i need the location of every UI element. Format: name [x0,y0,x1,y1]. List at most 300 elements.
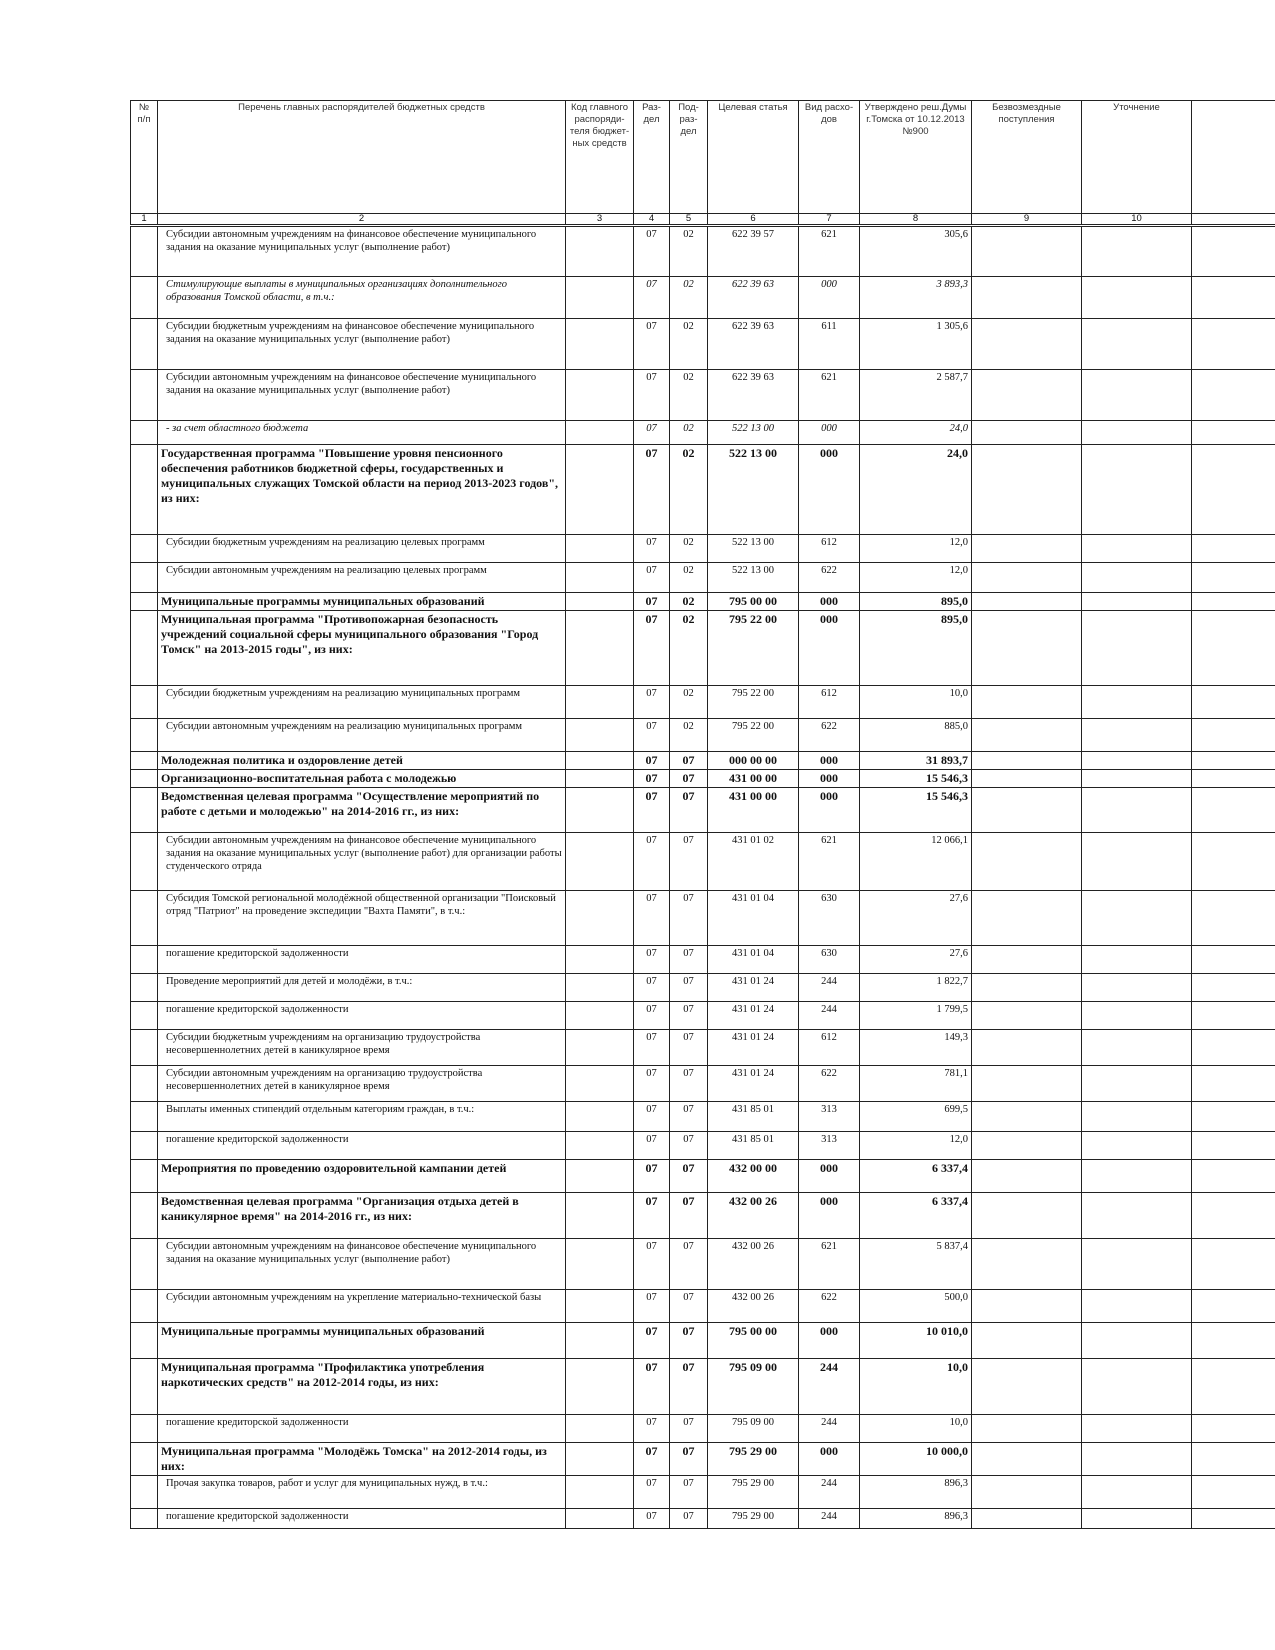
cell-grants [972,1476,1082,1509]
cell-code [566,226,634,277]
column-number: 10 [1082,214,1192,226]
cell-vid: 622 [799,1290,860,1323]
cell-code [566,1066,634,1102]
cell-correction [1082,445,1192,535]
cell-extra [1192,1066,1275,1102]
cell-grants [972,770,1082,788]
cell-vid: 621 [799,226,860,277]
cell-correction [1082,719,1192,752]
table-row [131,974,1275,1002]
cell-correction [1082,421,1192,445]
cell-extra [1192,1476,1275,1509]
cell-extra [1192,370,1275,421]
cell-correction [1082,277,1192,319]
cell-name: Молодежная политика и оздоровление детей [158,752,566,770]
cell-vid: 000 [799,277,860,319]
cell-amount: 896,3 [860,1476,972,1509]
cell-number [131,686,158,719]
cell-razdel: 07 [634,1290,670,1323]
column-number: 2 [158,214,566,226]
cell-vid: 621 [799,833,860,891]
cell-name: Субсидия Томской региональной молодёжной общественной организации "Поисковый отряд "Патриот" на проведение экспедиции "Вахта Памяти", в т.ч.: [158,891,566,946]
cell-target: 522 13 00 [708,535,799,563]
cell-code [566,1193,634,1239]
cell-amount: 6 337,4 [860,1193,972,1239]
cell-target: 431 01 24 [708,1030,799,1066]
table-row [131,1193,1275,1239]
cell-target: 795 00 00 [708,593,799,611]
cell-name: погашение кредиторской задолженности [158,1509,566,1529]
cell-number [131,226,158,277]
cell-vid: 000 [799,1193,860,1239]
table-row [131,686,1275,719]
cell-razdel: 07 [634,1030,670,1066]
cell-target: 795 00 00 [708,1323,799,1359]
cell-amount: 885,0 [860,719,972,752]
cell-number [131,370,158,421]
cell-number [131,1239,158,1290]
cell-amount: 31 893,7 [860,752,972,770]
cell-amount: 15 546,3 [860,770,972,788]
cell-number [131,319,158,370]
table-row [131,1290,1275,1323]
cell-target: 795 29 00 [708,1509,799,1529]
cell-correction [1082,1323,1192,1359]
cell-target: 622 39 63 [708,319,799,370]
table-header-row [131,101,1275,214]
cell-target: 431 01 24 [708,974,799,1002]
cell-name: Муниципальные программы муниципальных образований [158,593,566,611]
cell-podrazdel: 07 [670,752,708,770]
cell-number [131,1509,158,1529]
cell-extra [1192,445,1275,535]
cell-code [566,833,634,891]
cell-podrazdel: 02 [670,563,708,593]
cell-extra [1192,1193,1275,1239]
cell-grants [972,226,1082,277]
cell-extra [1192,891,1275,946]
cell-correction [1082,1160,1192,1193]
cell-code [566,719,634,752]
cell-correction [1082,563,1192,593]
cell-amount: 2 587,7 [860,370,972,421]
table-row [131,1323,1275,1359]
cell-name: Субсидии автономным учреждениям на укрепление материально-технической базы [158,1290,566,1323]
cell-target: 432 00 26 [708,1290,799,1323]
cell-correction [1082,946,1192,974]
cell-podrazdel: 02 [670,370,708,421]
cell-razdel: 07 [634,1476,670,1509]
cell-target: 431 00 00 [708,788,799,833]
header-correction: Уточнение [1082,101,1192,214]
cell-name: погашение кредиторской задолженности [158,946,566,974]
cell-number [131,974,158,1002]
cell-amount: 5 837,4 [860,1239,972,1290]
cell-amount: 12 066,1 [860,833,972,891]
table-row [131,1102,1275,1132]
cell-correction [1082,833,1192,891]
cell-number [131,445,158,535]
cell-name: погашение кредиторской задолженности [158,1415,566,1443]
table-body [131,226,1275,1529]
cell-grants [972,788,1082,833]
cell-amount: 24,0 [860,421,972,445]
cell-podrazdel: 07 [670,1160,708,1193]
cell-code [566,1239,634,1290]
cell-amount: 6 337,4 [860,1160,972,1193]
cell-vid: 244 [799,1359,860,1415]
cell-correction [1082,686,1192,719]
cell-correction [1082,226,1192,277]
cell-code [566,686,634,719]
cell-podrazdel: 07 [670,788,708,833]
cell-extra [1192,752,1275,770]
cell-amount: 895,0 [860,593,972,611]
cell-name: Муниципальная программа "Противопожарная безопасность учреждений социальной сферы муниципального образования "Город Томск" на 2013-2015 годы", из них: [158,611,566,686]
cell-name: Организационно-воспитательная работа с молодежью [158,770,566,788]
cell-amount: 10,0 [860,1415,972,1443]
cell-amount: 500,0 [860,1290,972,1323]
cell-vid: 612 [799,535,860,563]
cell-razdel: 07 [634,1443,670,1476]
cell-name: Муниципальные программы муниципальных образований [158,1323,566,1359]
cell-grants [972,1002,1082,1030]
cell-amount: 10 000,0 [860,1443,972,1476]
cell-amount: 12,0 [860,563,972,593]
cell-target: 795 22 00 [708,686,799,719]
cell-name: Субсидии автономным учреждениям на финансовое обеспечение муниципального задания на оказание муниципальных услуг (выполнение работ) [158,226,566,277]
cell-target: 431 00 00 [708,770,799,788]
cell-podrazdel: 07 [670,1323,708,1359]
cell-grants [972,1160,1082,1193]
table-row [131,1002,1275,1030]
cell-name: Государственная программа "Повышение уровня пенсионного обеспечения работников бюджетной сферы, государственных и муниципальных служащих Томской области на период 2013-2023 годов", из них: [158,445,566,535]
cell-correction [1082,535,1192,563]
cell-target: 795 22 00 [708,719,799,752]
cell-number [131,1415,158,1443]
cell-code [566,788,634,833]
cell-grants [972,563,1082,593]
table-row [131,788,1275,833]
cell-code [566,1415,634,1443]
cell-name: Субсидии бюджетным учреждениям на финансовое обеспечение муниципального задания на оказание муниципальных услуг (выполнение работ) [158,319,566,370]
cell-grants [972,1509,1082,1529]
cell-amount: 895,0 [860,611,972,686]
cell-razdel: 07 [634,770,670,788]
column-number: 9 [972,214,1082,226]
cell-grants [972,1030,1082,1066]
cell-vid: 000 [799,593,860,611]
cell-correction [1082,1509,1192,1529]
header-number: № п/п [131,101,158,214]
cell-target: 795 22 00 [708,611,799,686]
cell-amount: 10 010,0 [860,1323,972,1359]
table-row [131,535,1275,563]
cell-correction [1082,1002,1192,1030]
column-number: 5 [670,214,708,226]
cell-grants [972,833,1082,891]
cell-name: Субсидии автономным учреждениям на реализацию муниципальных программ [158,719,566,752]
cell-name: Субсидии автономным учреждениям на реализацию целевых программ [158,563,566,593]
cell-extra [1192,686,1275,719]
cell-code [566,421,634,445]
cell-extra [1192,1030,1275,1066]
cell-number [131,1193,158,1239]
header-vid: Вид расхо-дов [799,101,860,214]
budget-table-sheet [130,100,1275,1529]
column-number: 4 [634,214,670,226]
cell-extra [1192,1002,1275,1030]
cell-extra [1192,593,1275,611]
cell-razdel: 07 [634,1132,670,1160]
cell-vid: 622 [799,1066,860,1102]
cell-grants [972,611,1082,686]
cell-vid: 244 [799,1476,860,1509]
cell-grants [972,1290,1082,1323]
table-row [131,319,1275,370]
cell-code [566,277,634,319]
cell-number [131,593,158,611]
cell-podrazdel: 07 [670,833,708,891]
cell-number [131,719,158,752]
cell-amount: 10,0 [860,686,972,719]
cell-code [566,1002,634,1030]
cell-grants [972,1359,1082,1415]
cell-number [131,788,158,833]
cell-code [566,563,634,593]
table-row [131,1239,1275,1290]
cell-razdel: 07 [634,226,670,277]
cell-target: 431 01 02 [708,833,799,891]
table-row [131,611,1275,686]
cell-podrazdel: 07 [670,1132,708,1160]
cell-target: 795 29 00 [708,1476,799,1509]
table-row [131,226,1275,277]
cell-number [131,1359,158,1415]
cell-number [131,611,158,686]
cell-amount: 12,0 [860,535,972,563]
cell-code [566,1323,634,1359]
cell-amount: 1 799,5 [860,1002,972,1030]
cell-podrazdel: 07 [670,1002,708,1030]
cell-podrazdel: 07 [670,1290,708,1323]
cell-podrazdel: 07 [670,1415,708,1443]
cell-target: 000 00 00 [708,752,799,770]
cell-name: Ведомственная целевая программа "Организация отдыха детей в каникулярное время" на 2014-2016 гг., из них: [158,1193,566,1239]
cell-correction [1082,593,1192,611]
table-row [131,1359,1275,1415]
cell-number [131,535,158,563]
cell-razdel: 07 [634,719,670,752]
cell-number [131,770,158,788]
cell-vid: 611 [799,319,860,370]
cell-target: 431 85 01 [708,1132,799,1160]
cell-name: Субсидии бюджетным учреждениям на организацию трудоустройства несовершеннолетних детей в каникулярное время [158,1030,566,1066]
cell-vid: 000 [799,611,860,686]
cell-podrazdel: 07 [670,974,708,1002]
cell-grants [972,719,1082,752]
cell-grants [972,752,1082,770]
cell-target: 431 01 24 [708,1002,799,1030]
cell-extra [1192,421,1275,445]
cell-extra [1192,946,1275,974]
cell-vid: 622 [799,719,860,752]
cell-correction [1082,891,1192,946]
cell-grants [972,1132,1082,1160]
cell-amount: 1 822,7 [860,974,972,1002]
cell-amount: 699,5 [860,1102,972,1132]
cell-correction [1082,752,1192,770]
cell-number [131,1476,158,1509]
cell-vid: 630 [799,891,860,946]
cell-grants [972,370,1082,421]
table-row [131,1443,1275,1476]
cell-podrazdel: 07 [670,1476,708,1509]
cell-amount: 27,6 [860,946,972,974]
cell-vid: 000 [799,752,860,770]
cell-correction [1082,1359,1192,1415]
cell-grants [972,277,1082,319]
cell-code [566,319,634,370]
column-number-row [131,214,1275,226]
cell-extra [1192,719,1275,752]
cell-target: 432 00 26 [708,1239,799,1290]
cell-correction [1082,770,1192,788]
cell-extra [1192,1509,1275,1529]
cell-razdel: 07 [634,421,670,445]
cell-name: Субсидии автономным учреждениям на финансовое обеспечение муниципального задания на оказание муниципальных услуг (выполнение работ) [158,370,566,421]
cell-correction [1082,1066,1192,1102]
cell-correction [1082,1102,1192,1132]
cell-razdel: 07 [634,535,670,563]
cell-extra [1192,319,1275,370]
cell-vid: 612 [799,1030,860,1066]
cell-target: 431 01 04 [708,946,799,974]
cell-razdel: 07 [634,1239,670,1290]
cell-grants [972,1239,1082,1290]
cell-code [566,1509,634,1529]
cell-code [566,1476,634,1509]
cell-name: погашение кредиторской задолженности [158,1002,566,1030]
cell-razdel: 07 [634,833,670,891]
header-code: Код главного распоряди-теля бюджет-ных средств [566,101,634,214]
table-row [131,1030,1275,1066]
cell-correction [1082,370,1192,421]
cell-amount: 12,0 [860,1132,972,1160]
cell-amount: 781,1 [860,1066,972,1102]
cell-code [566,891,634,946]
cell-vid: 622 [799,563,860,593]
cell-podrazdel: 07 [670,1030,708,1066]
cell-podrazdel: 02 [670,445,708,535]
cell-name: Субсидии бюджетным учреждениям на реализацию муниципальных программ [158,686,566,719]
cell-razdel: 07 [634,593,670,611]
cell-name: Субсидии бюджетным учреждениям на реализацию целевых программ [158,535,566,563]
header-podrazdel: Под-раз-дел [670,101,708,214]
cell-razdel: 07 [634,1415,670,1443]
column-number: 3 [566,214,634,226]
cell-target: 795 29 00 [708,1443,799,1476]
header-grants: Безвозмездные поступления [972,101,1082,214]
cell-vid: 621 [799,1239,860,1290]
cell-number [131,1030,158,1066]
cell-podrazdel: 02 [670,719,708,752]
budget-table [130,100,1275,1529]
cell-amount: 24,0 [860,445,972,535]
cell-razdel: 07 [634,891,670,946]
table-row [131,1160,1275,1193]
cell-extra [1192,1239,1275,1290]
cell-correction [1082,319,1192,370]
cell-extra [1192,277,1275,319]
cell-name: Стимулирующие выплаты в муниципальных организациях дополнительного образования Томской области, в т.ч.: [158,277,566,319]
cell-code [566,974,634,1002]
cell-extra [1192,1160,1275,1193]
cell-code [566,535,634,563]
cell-number [131,752,158,770]
cell-target: 795 09 00 [708,1415,799,1443]
cell-vid: 000 [799,445,860,535]
column-number: 6 [708,214,799,226]
cell-extra [1192,1443,1275,1476]
cell-amount: 3 893,3 [860,277,972,319]
table-row [131,593,1275,611]
cell-correction [1082,1443,1192,1476]
cell-target: 431 01 04 [708,891,799,946]
cell-podrazdel: 02 [670,686,708,719]
cell-amount: 149,3 [860,1030,972,1066]
table-row [131,1509,1275,1529]
cell-grants [972,593,1082,611]
cell-vid: 000 [799,1323,860,1359]
cell-grants [972,686,1082,719]
cell-extra [1192,226,1275,277]
cell-razdel: 07 [634,1002,670,1030]
cell-razdel: 07 [634,946,670,974]
cell-number [131,1002,158,1030]
table-row [131,277,1275,319]
cell-target: 522 13 00 [708,563,799,593]
cell-correction [1082,1193,1192,1239]
table-row [131,891,1275,946]
cell-code [566,445,634,535]
cell-correction [1082,1476,1192,1509]
cell-razdel: 07 [634,563,670,593]
cell-code [566,1290,634,1323]
cell-code [566,593,634,611]
cell-podrazdel: 07 [670,946,708,974]
cell-razdel: 07 [634,1509,670,1529]
table-row [131,1415,1275,1443]
table-row [131,1476,1275,1509]
cell-vid: 244 [799,974,860,1002]
cell-vid: 000 [799,788,860,833]
cell-number [131,946,158,974]
cell-amount: 1 305,6 [860,319,972,370]
cell-podrazdel: 07 [670,1193,708,1239]
column-number: 7 [799,214,860,226]
cell-vid: 000 [799,1443,860,1476]
cell-code [566,946,634,974]
table-row [131,752,1275,770]
cell-code [566,752,634,770]
cell-podrazdel: 07 [670,1359,708,1415]
cell-number [131,1443,158,1476]
cell-vid: 000 [799,1160,860,1193]
cell-correction [1082,788,1192,833]
cell-podrazdel: 02 [670,277,708,319]
cell-extra [1192,1415,1275,1443]
